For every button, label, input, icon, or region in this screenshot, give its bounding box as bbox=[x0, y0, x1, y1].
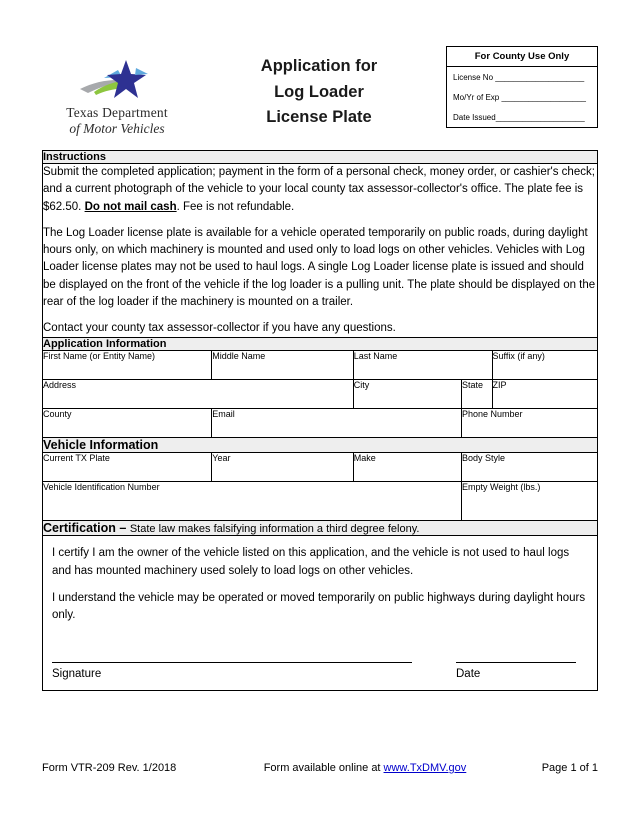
instructions-p1-bold: Do not mail cash bbox=[84, 200, 177, 213]
txdmv-logo bbox=[42, 40, 192, 136]
date-label: Date bbox=[456, 668, 481, 681]
signature-rule bbox=[52, 662, 412, 663]
application-information-heading: Application Information bbox=[43, 338, 598, 351]
certification-heading-rest: State law makes falsifying information a third degree felony. bbox=[129, 523, 420, 536]
application-row-3 bbox=[43, 409, 598, 438]
certification-text bbox=[43, 536, 597, 638]
field-suffix[interactable]: Suffix (if any) bbox=[492, 351, 597, 380]
title-line-3: License Plate bbox=[266, 108, 372, 127]
county-license-no-field[interactable]: License No ____________________ bbox=[453, 73, 585, 82]
footer-availability-text: Form available online at bbox=[263, 762, 384, 774]
signature-row bbox=[43, 638, 597, 690]
field-first-name[interactable]: First Name (or Entity Name) bbox=[43, 351, 212, 380]
logo-line-2: of Motor Vehicles bbox=[69, 120, 165, 136]
certification-body-row bbox=[43, 536, 598, 691]
instructions-heading: Instructions bbox=[43, 151, 598, 164]
county-date-issued-field[interactable]: Date Issued____________________ bbox=[453, 113, 585, 122]
instructions-body bbox=[43, 164, 598, 338]
page-footer bbox=[42, 762, 598, 774]
page-title bbox=[192, 40, 446, 131]
instructions-heading-row bbox=[43, 151, 598, 164]
field-year[interactable]: Year bbox=[212, 453, 354, 482]
certification-body-cell bbox=[43, 536, 598, 691]
instructions-paragraph-3: Contact your county tax assessor-collector if you have any questions. bbox=[43, 322, 396, 334]
certification-paragraph-2: I understand the vehicle may be operated or moved temporarily on public highways during daylight hours only. bbox=[52, 591, 586, 621]
vehicle-information-heading: Vehicle Information bbox=[43, 438, 598, 453]
field-zip[interactable]: ZIP bbox=[492, 380, 597, 409]
form-body bbox=[42, 150, 598, 691]
field-county[interactable]: County bbox=[43, 409, 212, 438]
field-phone-number[interactable]: Phone Number bbox=[462, 409, 598, 438]
field-body-style[interactable]: Body Style bbox=[462, 453, 598, 482]
field-current-tx-plate[interactable]: Current TX Plate bbox=[43, 453, 212, 482]
field-empty-weight[interactable]: Empty Weight (lbs.) bbox=[462, 482, 598, 521]
county-use-title: For County Use Only bbox=[447, 47, 597, 67]
date-rule bbox=[456, 662, 576, 663]
footer-page-number: Page 1 of 1 bbox=[541, 762, 598, 774]
application-row-1 bbox=[43, 351, 598, 380]
instructions-body-row bbox=[43, 164, 598, 338]
date-field[interactable] bbox=[456, 662, 576, 680]
instructions-p1-b: . Fee is not refundable. bbox=[176, 200, 295, 213]
field-make[interactable]: Make bbox=[353, 453, 461, 482]
star-icon bbox=[74, 58, 160, 102]
signature-field[interactable] bbox=[52, 662, 412, 680]
instructions-paragraph-1 bbox=[43, 164, 597, 216]
vehicle-row-2 bbox=[43, 482, 598, 521]
title-line-1: Application for bbox=[260, 57, 378, 75]
certification-paragraph-1: I certify I am the owner of the vehicle listed on this application, and the vehicle is not used to haul logs and has mounted machinery used solely to load logs on other vehicles. bbox=[52, 547, 570, 577]
certification-heading bbox=[43, 521, 598, 536]
field-email[interactable]: Email bbox=[212, 409, 462, 438]
form-header bbox=[42, 40, 598, 140]
application-heading-row bbox=[43, 338, 598, 351]
instructions-paragraph-2: The Log Loader license plate is available for a vehicle operated temporarily on public roads, during daylight hours only, on which machinery is mounted and used only to load logs on other vehicles. Vehicles with Log Loader license plates may not be used to haul logs. A single Log Loader license plate is issued and should be displayed on the front of the vehicle if the log loader is a pulling unit. The plate should be displayed on the rear of the log loader if the machinery is mounted on a trailer. bbox=[43, 226, 596, 308]
form-sheet bbox=[42, 40, 598, 691]
application-row-2 bbox=[43, 380, 598, 409]
vehicle-heading-row bbox=[43, 438, 598, 453]
signature-label: Signature bbox=[52, 668, 102, 681]
county-use-box bbox=[446, 46, 598, 128]
field-state[interactable]: State bbox=[462, 380, 493, 409]
field-last-name[interactable]: Last Name bbox=[353, 351, 492, 380]
field-address[interactable]: Address bbox=[43, 380, 354, 409]
vehicle-row-1 bbox=[43, 453, 598, 482]
txdmv-website-link[interactable]: www.TxDMV.gov bbox=[383, 762, 467, 774]
logo-line-1: Texas Department bbox=[66, 105, 168, 120]
field-city[interactable]: City bbox=[353, 380, 461, 409]
certification-heading-bold: Certification – bbox=[43, 521, 130, 536]
footer-form-id: Form VTR-209 Rev. 1/2018 bbox=[42, 762, 177, 774]
field-middle-name[interactable]: Middle Name bbox=[212, 351, 354, 380]
field-vin[interactable]: Vehicle Identification Number bbox=[43, 482, 462, 521]
county-exp-field[interactable]: Mo/Yr of Exp ___________________ bbox=[453, 93, 586, 102]
footer-availability bbox=[242, 762, 488, 774]
certification-heading-row bbox=[43, 521, 598, 536]
instructions-p1-a: Submit the completed application; payment in the form of a personal check, money order, or cashier's check; and a current photograph of the vehicle to your local county tax assessor-collector's office. The plate fee is $62.50. bbox=[43, 166, 595, 213]
title-line-2: Log Loader bbox=[274, 82, 364, 101]
